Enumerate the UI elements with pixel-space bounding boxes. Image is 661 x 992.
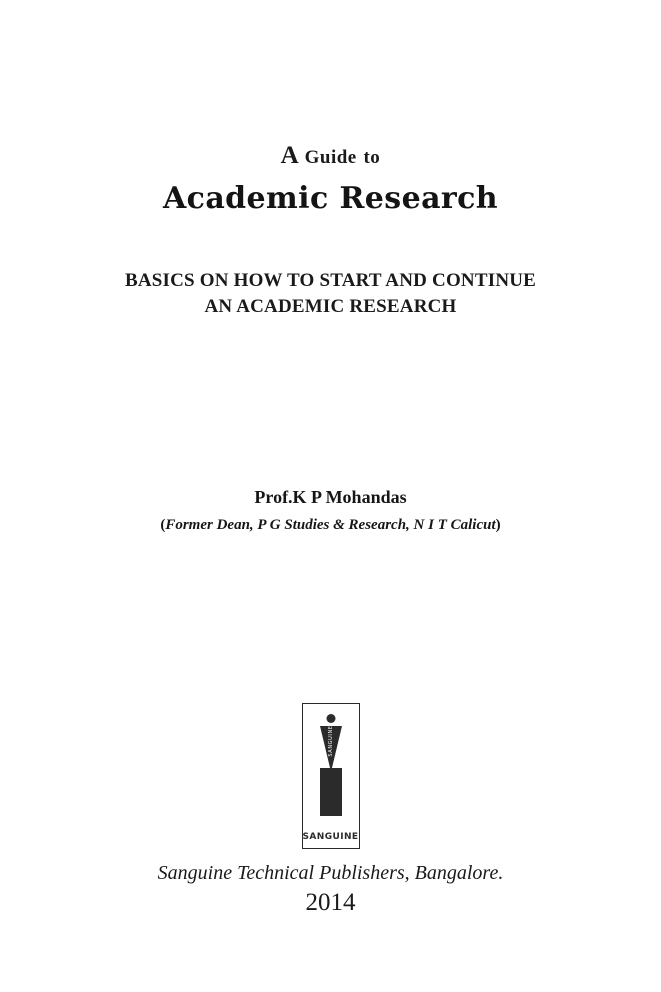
- subtitle-line-2: AN ACADEMIC RESEARCH: [204, 295, 457, 317]
- book-title-line-2: Academic Research: [162, 180, 498, 216]
- publisher-logo-block: [0, 703, 661, 849]
- publication-year: 2014: [305, 889, 356, 916]
- pen-nib-label: SANGUINE: [327, 725, 334, 757]
- title-to-word: to: [363, 147, 381, 168]
- author-name: Prof.K P Mohandas: [254, 487, 407, 507]
- book-subtitle: [0, 268, 661, 319]
- affiliation-close-paren: ): [495, 517, 501, 533]
- affiliation-open-paren: (: [160, 517, 166, 533]
- publisher-logo: [302, 703, 360, 849]
- pen-body-icon: [320, 768, 342, 816]
- publisher-block: [0, 862, 661, 917]
- book-title-line-1: [0, 142, 661, 170]
- title-article: A: [280, 142, 298, 169]
- pen-dot-icon: [326, 714, 335, 723]
- publisher-logo-wordmark: SANGUINE: [302, 832, 359, 842]
- author-block: [0, 487, 661, 534]
- title-guide-word: Guide: [304, 147, 357, 168]
- author-affiliation: [0, 517, 661, 534]
- publisher-name: Sanguine Technical Publishers, Bangalore.: [157, 862, 504, 884]
- affiliation-text: Former Dean, P G Studies & Research, N I T Calicut: [165, 517, 496, 533]
- subtitle-line-1: BASICS ON HOW TO START AND CONTINUE: [124, 270, 537, 291]
- title-block: [0, 142, 661, 216]
